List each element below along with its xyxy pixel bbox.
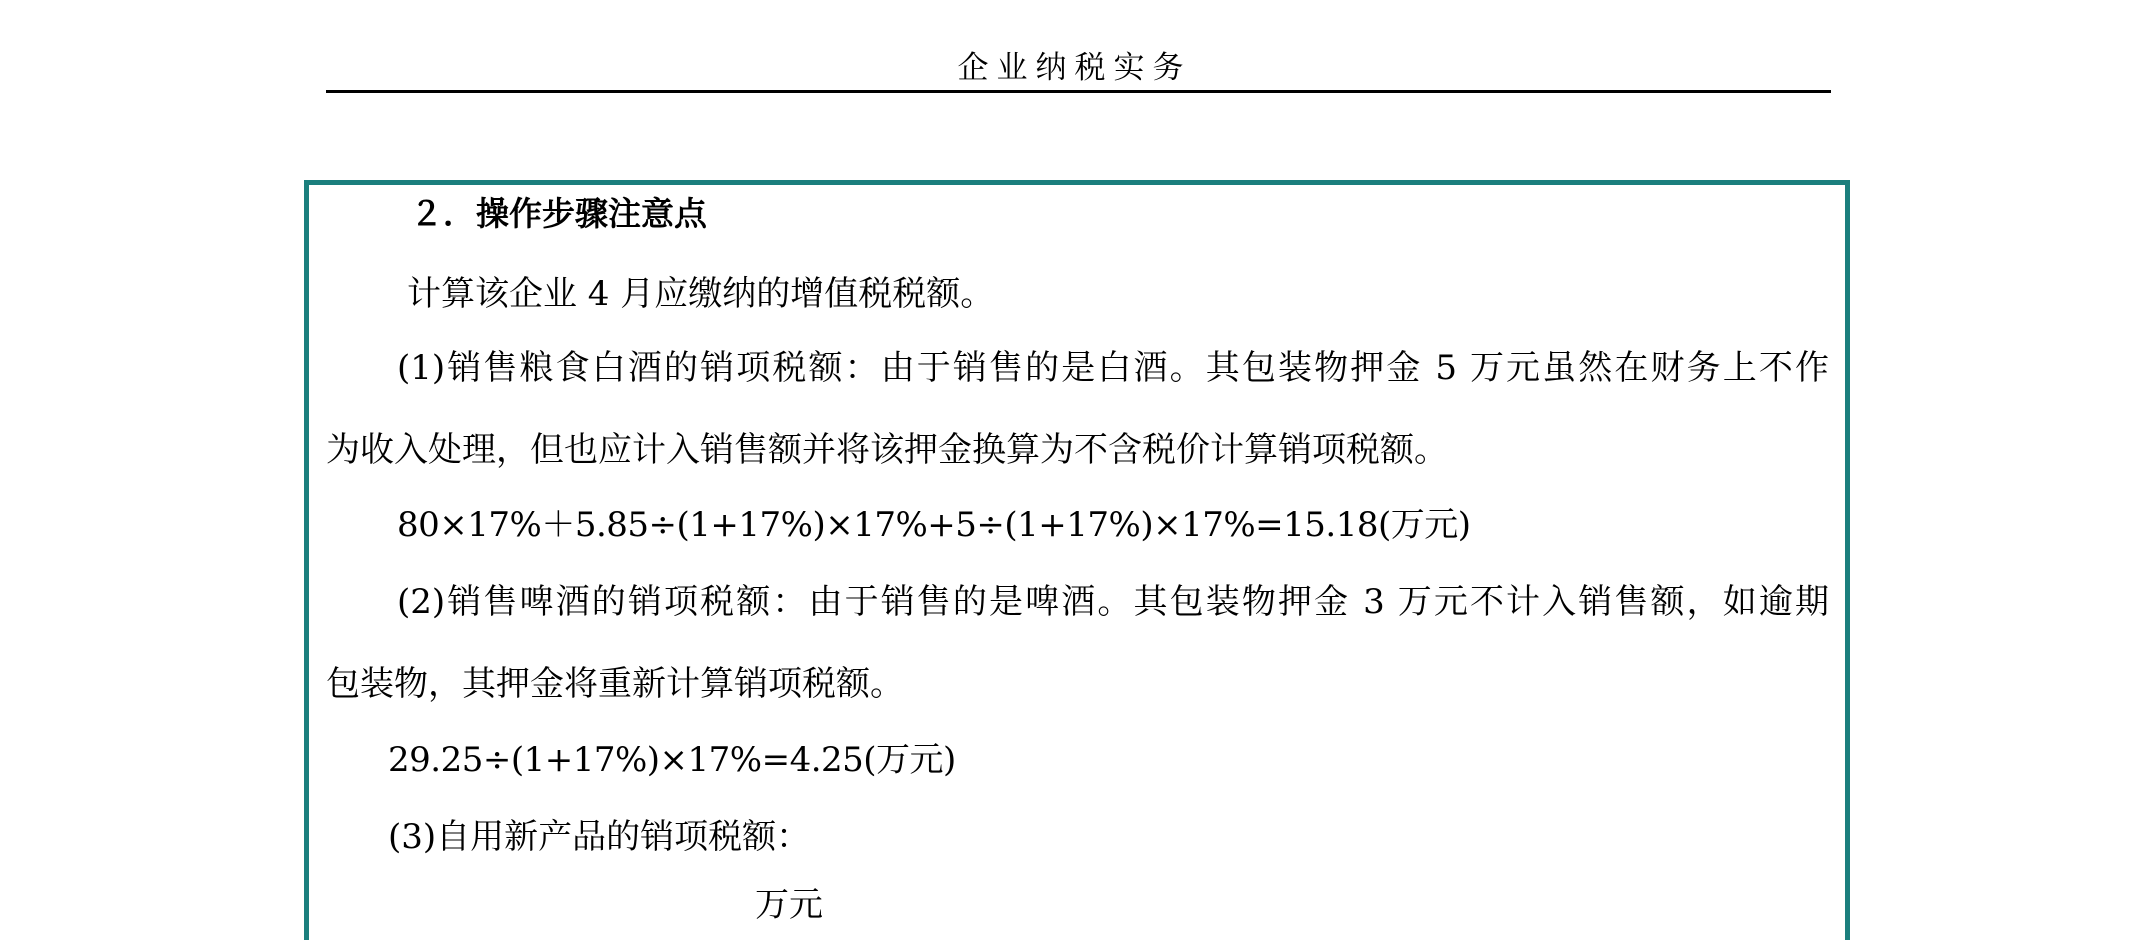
item1-line2: 为收入处理，但也应计入销售额并将该押金换算为不含税价计算销项税额。	[326, 430, 1448, 470]
item3-line1: (3)自用新产品的销项税额：	[388, 817, 811, 857]
item2-formula: 29.25÷(1+17%)×17%=4.25(万元)	[388, 740, 956, 780]
section-heading: ２．操作步骤注意点	[410, 194, 707, 233]
item1-line1: (1)销售粮食白酒的销项税额：由于销售的是白酒。其包装物押金 5 万元虽然在财务上不作	[397, 348, 1829, 388]
running-header-title: 企业纳税实务	[957, 50, 1192, 86]
partial-cut-line: 万元	[755, 885, 823, 925]
item1-formula: 80×17%＋5.85÷(1+17%)×17%+5÷(1+17%)×17%=15.18(万元)	[397, 505, 1471, 545]
intro-paragraph: 计算该企业 4 月应缴纳的增值税税额。	[407, 274, 995, 314]
item2-line1: (2)销售啤酒的销项税额：由于销售的是啤酒。其包装物押金 3 万元不计入销售额，如逾期	[397, 582, 1829, 622]
header-rule	[326, 90, 1831, 93]
item2-line2: 包装物，其押金将重新计算销项税额。	[326, 664, 904, 704]
